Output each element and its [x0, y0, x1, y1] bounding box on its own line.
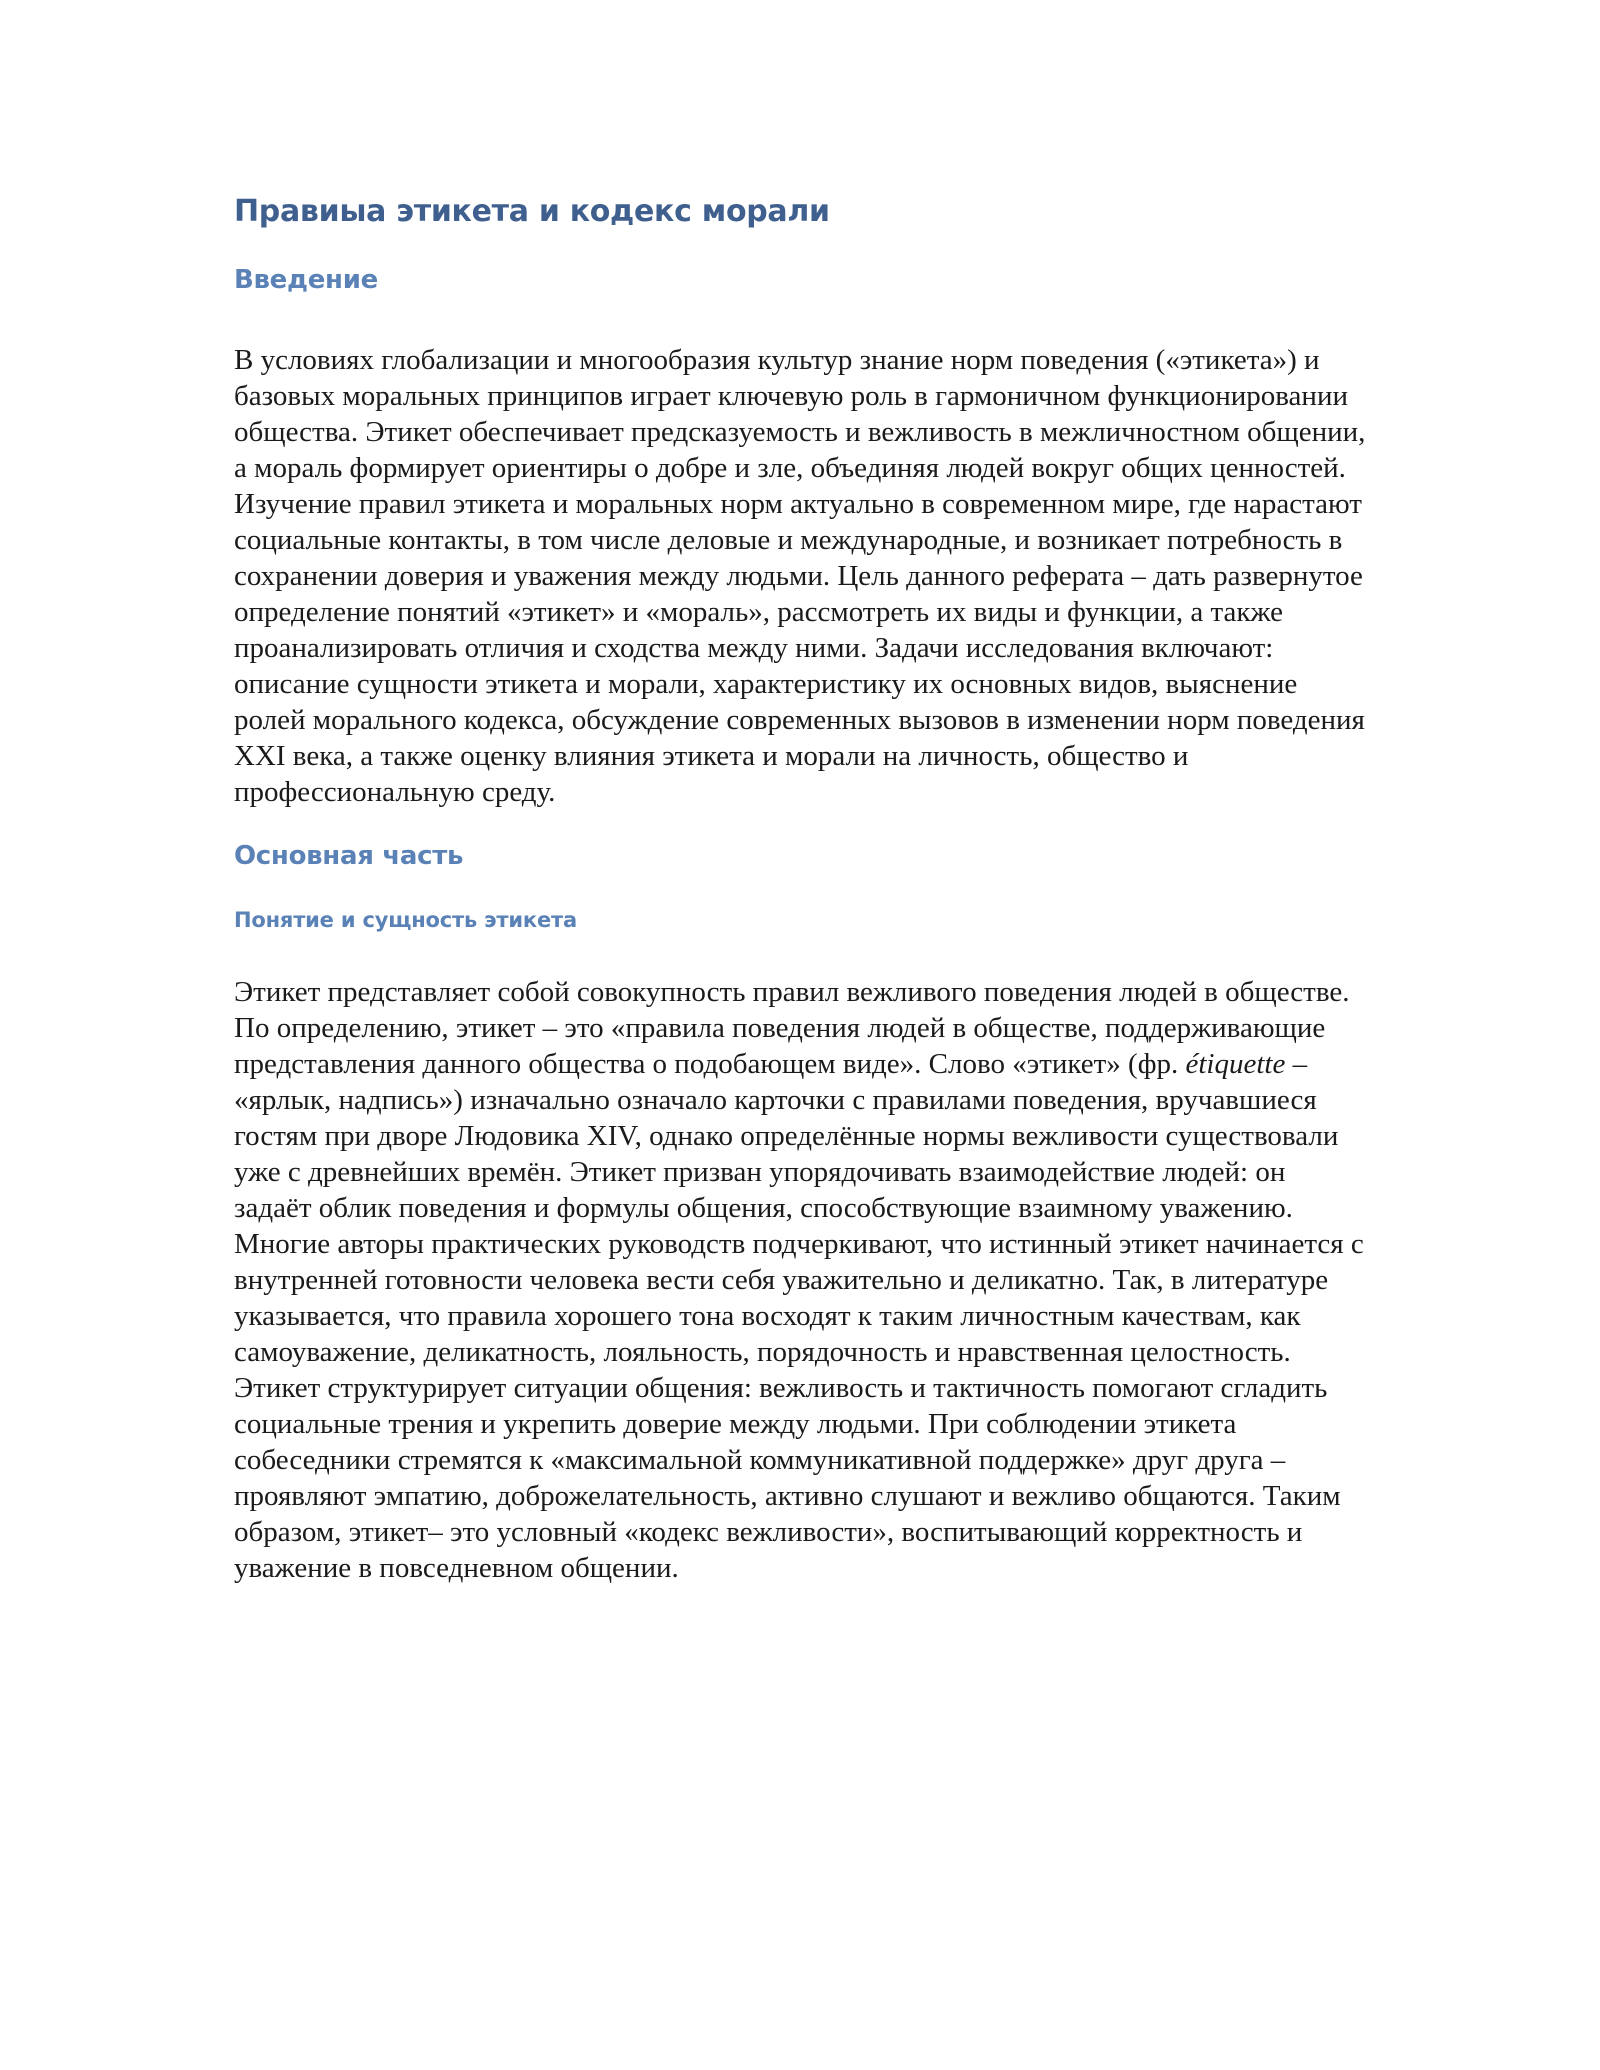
- document-title: Правиыа этикета и кодекс морали: [234, 194, 830, 229]
- etiquette-paragraph-italic-term: étiquette: [1185, 1048, 1286, 1080]
- etiquette-paragraph-text-2: – «ярлык, надпись») изначально означало карточки с правилами поведения, вручавшиеся гостям при дворе Людовика XIV, однако определённые нормы вежливости существовали уже с древнейших времён. Этикет призван упорядочивать взаимодействие людей: он задаёт облик поведения и формулы общения, способствующие взаимному уважению. Многие авторы практических руководств подчеркивают, что истинный этикет начинается с внутренней готовности человека вести себя уважительно и деликатно. Так, в литературе указывается, что правила хорошего тона восходят к таким личностным качествам, как самоуважение, деликатность, лояльность, порядочность и нравственная целостность. Этикет структурирует ситуации общения: вежливость и тактичность помогают сгладить социальные трения и укрепить доверие между людьми. При соблюдении этикета собеседники стремятся к «максимальной коммуникативной поддержке» друг друга – проявляют эмпатию, доброжелательность, активно слушают и вежливо общаются. Таким образом, этикет– это условный «кодекс вежливости», воспитывающий корректность и уважение в повседневном общении.: [234, 1048, 1364, 1584]
- etiquette-paragraph: [234, 974, 1370, 1586]
- subsection-heading-etiquette: Понятие и сущность этикета: [234, 908, 577, 932]
- document-content: [234, 184, 1370, 1586]
- section-heading-intro: Введение: [234, 265, 378, 295]
- etiquette-paragraph-text-1: Этикет представляет собой совокупность правил вежливого поведения людей в обществе. По определению, этикет – это «правила поведения людей в обществе, поддерживающие представления данного общества о подобающем виде». Слово «этикет» (фр.: [234, 976, 1350, 1080]
- section-heading-main: Основная часть: [234, 841, 464, 871]
- intro-paragraph: В условиях глобализации и многообразия культур знание норм поведения («этикета») и базовых моральных принципов играет ключевую роль в гармоничном функционировании общества. Этикет обеспечивает предсказуемость и вежливость в межличностном общении, а мораль формирует ориентиры о добре и зле, объединяя людей вокруг общих ценностей. Изучение правил этикета и моральных норм актуально в современном мире, где нарастают социальные контакты, в том числе деловые и международные, и возникает потребность в сохранении доверия и уважения между людьми. Цель данного реферата – дать развернутое определение понятий «этикет» и «мораль», рассмотреть их виды и функции, а также проанализировать отличия и сходства между ними. Задачи исследования включают: описание сущности этикета и морали, характеристику их основных видов, выяснение ролей морального кодекса, обсуждение современных вызовов в изменении норм поведения XXI века, а также оценку влияния этикета и морали на личность, общество и профессиональную среду.: [234, 344, 1366, 808]
